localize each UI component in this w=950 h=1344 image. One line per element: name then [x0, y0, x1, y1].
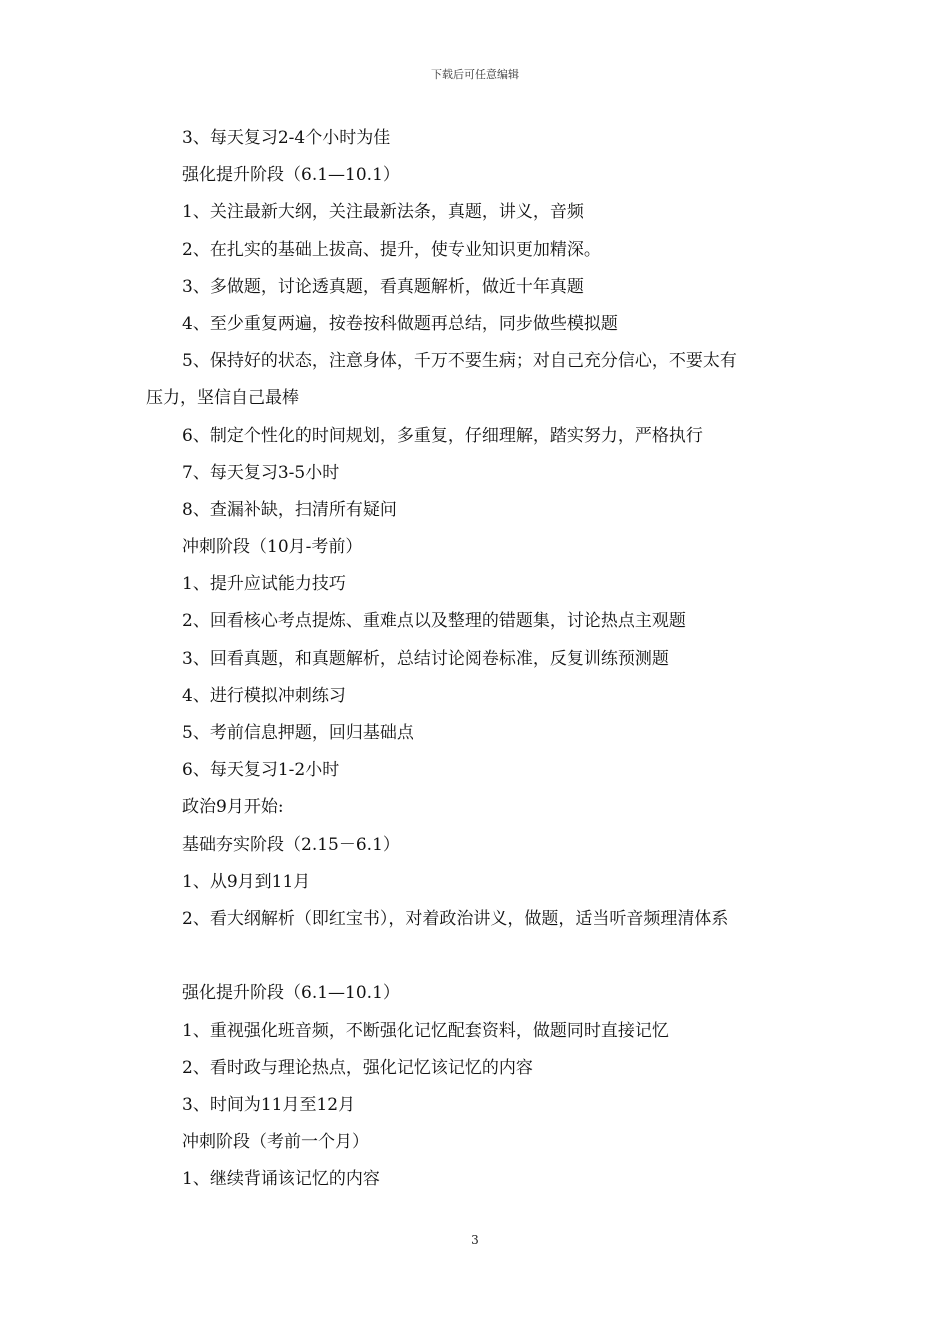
paragraph: 2、看时政与理论热点，强化记忆该记忆的内容: [182, 1057, 533, 1078]
section-heading: 基础夯实阶段（2.15－6.1）: [182, 834, 400, 855]
paragraph: 6、制定个性化的时间规划，多重复，仔细理解，踏实努力，严格执行: [182, 425, 703, 446]
paragraph: 2、看大纲解析（即红宝书），对着政治讲义，做题，适当听音频理清体系: [182, 908, 729, 929]
section-heading: 强化提升阶段（6.1—10.1）: [182, 165, 400, 186]
document-body: [146, 120, 812, 1198]
paragraph: 5、考前信息押题，回归基础点: [182, 723, 414, 743]
paragraph: 8、查漏补缺，扫清所有疑问: [182, 499, 397, 520]
paragraph: 5、保持好的状态，注意身体，千万不要生病；对自己充分信心，不要太有: [182, 351, 737, 372]
paragraph: 3、回看真题，和真题解析，总结讨论阅卷标准，反复训练预测题: [182, 648, 669, 669]
paragraph: 3、多做题，讨论透真题，看真题解析，做近十年真题: [182, 276, 584, 297]
section-heading: 强化提升阶段（6.1—10.1）: [182, 983, 400, 1004]
paragraph: 4、进行模拟冲刺练习: [182, 685, 346, 706]
paragraph: 1、关注最新大纲，关注最新法条，真题，讲义，音频: [182, 202, 584, 223]
paragraph: 1、提升应试能力技巧: [182, 574, 346, 595]
section-heading: 冲刺阶段（考前一个月）: [182, 1132, 369, 1153]
section-heading: 政治9月开始:: [182, 797, 284, 818]
paragraph-continuation: 压力，坚信自己最棒: [146, 388, 299, 409]
paragraph: 1、继续背诵该记忆的内容: [182, 1169, 380, 1190]
paragraph: 1、重视强化班音频，不断强化记忆配套资料，做题同时直接记忆: [182, 1020, 669, 1041]
paragraph: 3、每天复习2-4个小时为佳: [182, 128, 391, 148]
page-number: 3: [471, 1233, 479, 1247]
paragraph: 1、从9月到11月: [182, 871, 311, 892]
page-header: 下载后可任意编辑: [431, 68, 519, 81]
paragraph: 7、每天复习3-5小时: [182, 462, 340, 483]
blank-line: [146, 938, 812, 975]
paragraph: 4、至少重复两遍，按卷按科做题再总结，同步做些模拟题: [182, 313, 618, 334]
section-heading: 冲刺阶段（10月-考前）: [182, 537, 363, 558]
paragraph: 2、回看核心考点提炼、重难点以及整理的错题集，讨论热点主观题: [182, 611, 686, 632]
paragraph: 3、时间为11月至12月: [182, 1094, 356, 1115]
paragraph: 2、在扎实的基础上拔高、提升，使专业知识更加精深。: [182, 239, 601, 260]
paragraph: 6、每天复习1-2小时: [182, 760, 340, 781]
